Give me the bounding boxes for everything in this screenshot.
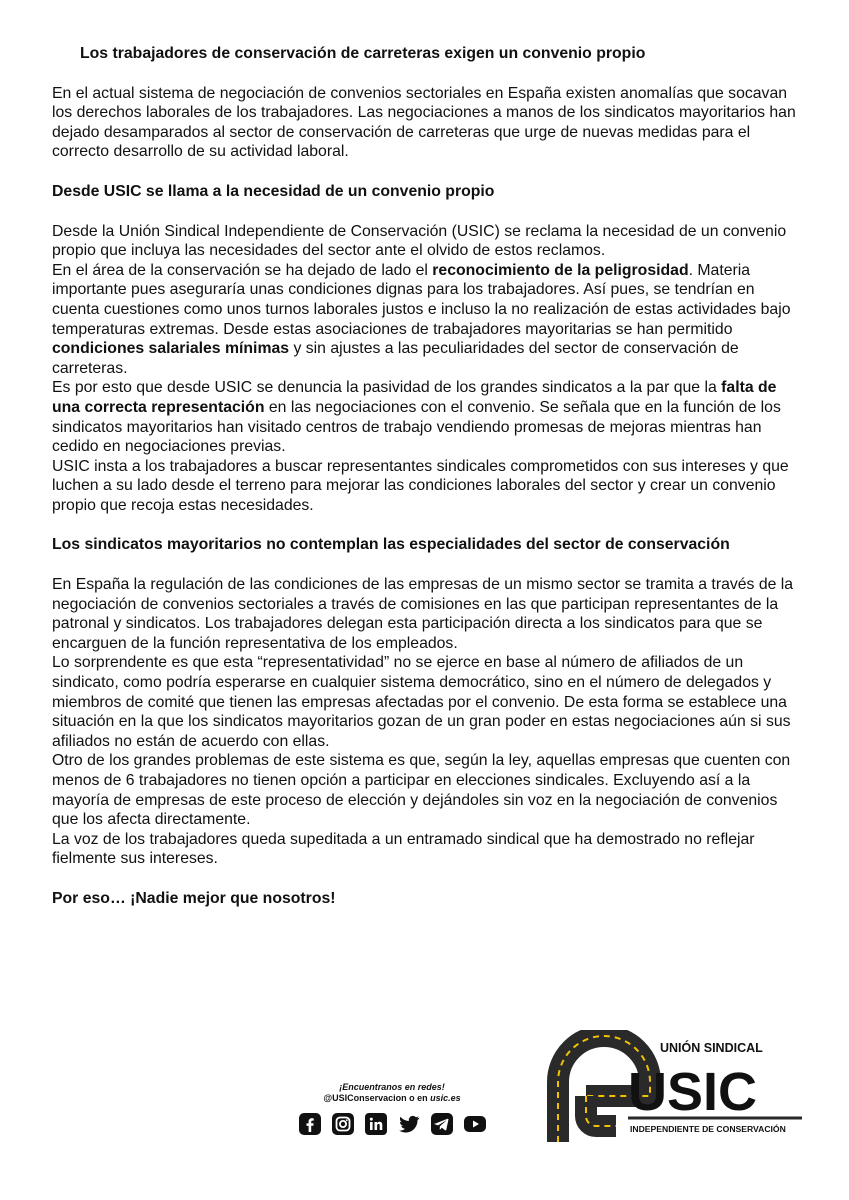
- social-handle-line: @USIConservacion o en usic.es: [323, 1093, 461, 1103]
- logo-main-text: USIC: [628, 1062, 758, 1122]
- article-intro: En el actual sistema de negociación de convenios sectoriales en España existen anomalías que socavan los derechos laborales de los trabajadores. Las negociaciones a manos de los sindicatos mayoritarios han dejado desamparados al sector de conservación de carreteras que urge de nuevas medidas para el correcto desarrollo de su actividad laboral.: [52, 84, 796, 161]
- logo-bottom-text: INDEPENDIENTE DE CONSERVACIÓN: [630, 1124, 786, 1134]
- paragraph: USIC insta a los trabajadores a buscar representantes sindicales comprometidos con sus intereses y que luchen a su lado desde el terreno para mejorar las condiciones laborales del sector y crear un convenio propio que recoja estas necesidades.: [52, 457, 789, 514]
- paragraph: La voz de los trabajadores queda supeditada a un entramado sindical que ha demostrado no reflejar fielmente sus intereses.: [52, 830, 755, 868]
- section-body-convenio: [52, 222, 796, 516]
- paragraph: Desde la Unión Sindical Independiente de Conservación (USIC) se reclama la necesidad de un convenio propio que incluya las necesidades del sector ante el olvido de estos reclamos.: [52, 222, 787, 260]
- emphasis: condiciones salariales mínimas: [52, 340, 290, 358]
- telegram-icon[interactable]: [430, 1112, 454, 1136]
- social-cta: ¡Encuentranos en redes!: [339, 1082, 445, 1092]
- section-heading-convenio: Desde USIC se llama a la necesidad de un convenio propio: [52, 182, 495, 200]
- section-heading-especialidades: Los sindicatos mayoritarios no contemplan las especialidades del sector de conservación: [52, 536, 730, 554]
- logo-top-text: UNIÓN SINDICAL: [660, 1041, 763, 1055]
- paragraph: En España la regulación de las condiciones de las empresas de un mismo sector se tramita a través de la negociación de convenios sectoriales a través de comisiones en las que participan representantes de la patronal y sindicatos. Los trabajadores delegan esta participación directa a los sindicatos para que se encarguen de la función representativa de los empleados.: [52, 576, 794, 652]
- social-icons: [286, 1112, 498, 1136]
- section-body-especialidades: [52, 575, 796, 869]
- article: [52, 44, 796, 909]
- facebook-icon[interactable]: [298, 1112, 322, 1136]
- linkedin-icon[interactable]: [364, 1112, 388, 1136]
- social-footer: [286, 1082, 498, 1136]
- instagram-icon[interactable]: [331, 1112, 355, 1136]
- emphasis: reconocimiento de la peligrosidad: [432, 261, 689, 279]
- paragraph: Otro de los grandes problemas de este sistema es que, según la ley, aquellas empresas que cuenten con menos de 6 trabajadores no tienen opción a participar en elecciones sindicales. Excluyendo así a la mayoría de empresas de este proceso de elección y dejándoles sin voz en la negociación de convenios que los afecta directamente.: [52, 752, 791, 829]
- paragraph: Es por esto que desde USIC se denuncia la pasividad de los grandes sindicatos a la par que la falta de una correcta representación en las negociaciones con el convenio. Se señala que en la función de los sindicatos mayoritarios han visitado centros de trabajo vendiendo promesas de mejoras mientras han cedido en negociaciones previas.: [52, 379, 781, 456]
- emphasis: falta de una correcta representación: [52, 379, 777, 416]
- paragraph: En el área de la conservación se ha dejado de lado el reconocimiento de la peligrosidad. Materia importante pues aseguraría unas condiciones dignas para los trabajadores. Así pues, se tendrían en cuenta cuestiones como unos turnos laborales justos e incluso la no realización de estas actividades bajo temperaturas extremas. Desde estas asociaciones de trabajadores mayoritarias se han permitido condiciones salariales mínimas y sin ajustes a las peculiaridades del sector de conservación de carreteras.: [52, 261, 791, 377]
- youtube-icon[interactable]: [463, 1112, 487, 1136]
- website-link[interactable]: usic.es: [430, 1093, 461, 1103]
- twitter-icon[interactable]: [397, 1112, 421, 1136]
- article-title: Los trabajadores de conservación de carreteras exigen un convenio propio: [80, 45, 646, 62]
- closing-line: Por eso… ¡Nadie mejor que nosotros!: [52, 889, 336, 907]
- usic-logo: [532, 1030, 808, 1148]
- social-handle[interactable]: @USIConservacion: [323, 1093, 407, 1103]
- paragraph: Lo sorprendente es que esta “representatividad” no se ejerce en base al número de afiliados de un sindicato, como podría esperarse en cualquier sistema democrático, sino en el número de delegados y miembros de comité que tienen las empresas afectadas por el convenio. De esta forma se establece una situación en la que los sindicatos mayoritarios gozan de un gran poder en estas negociaciones aún si sus afiliados no están de acuerdo con ellas.: [52, 654, 791, 750]
